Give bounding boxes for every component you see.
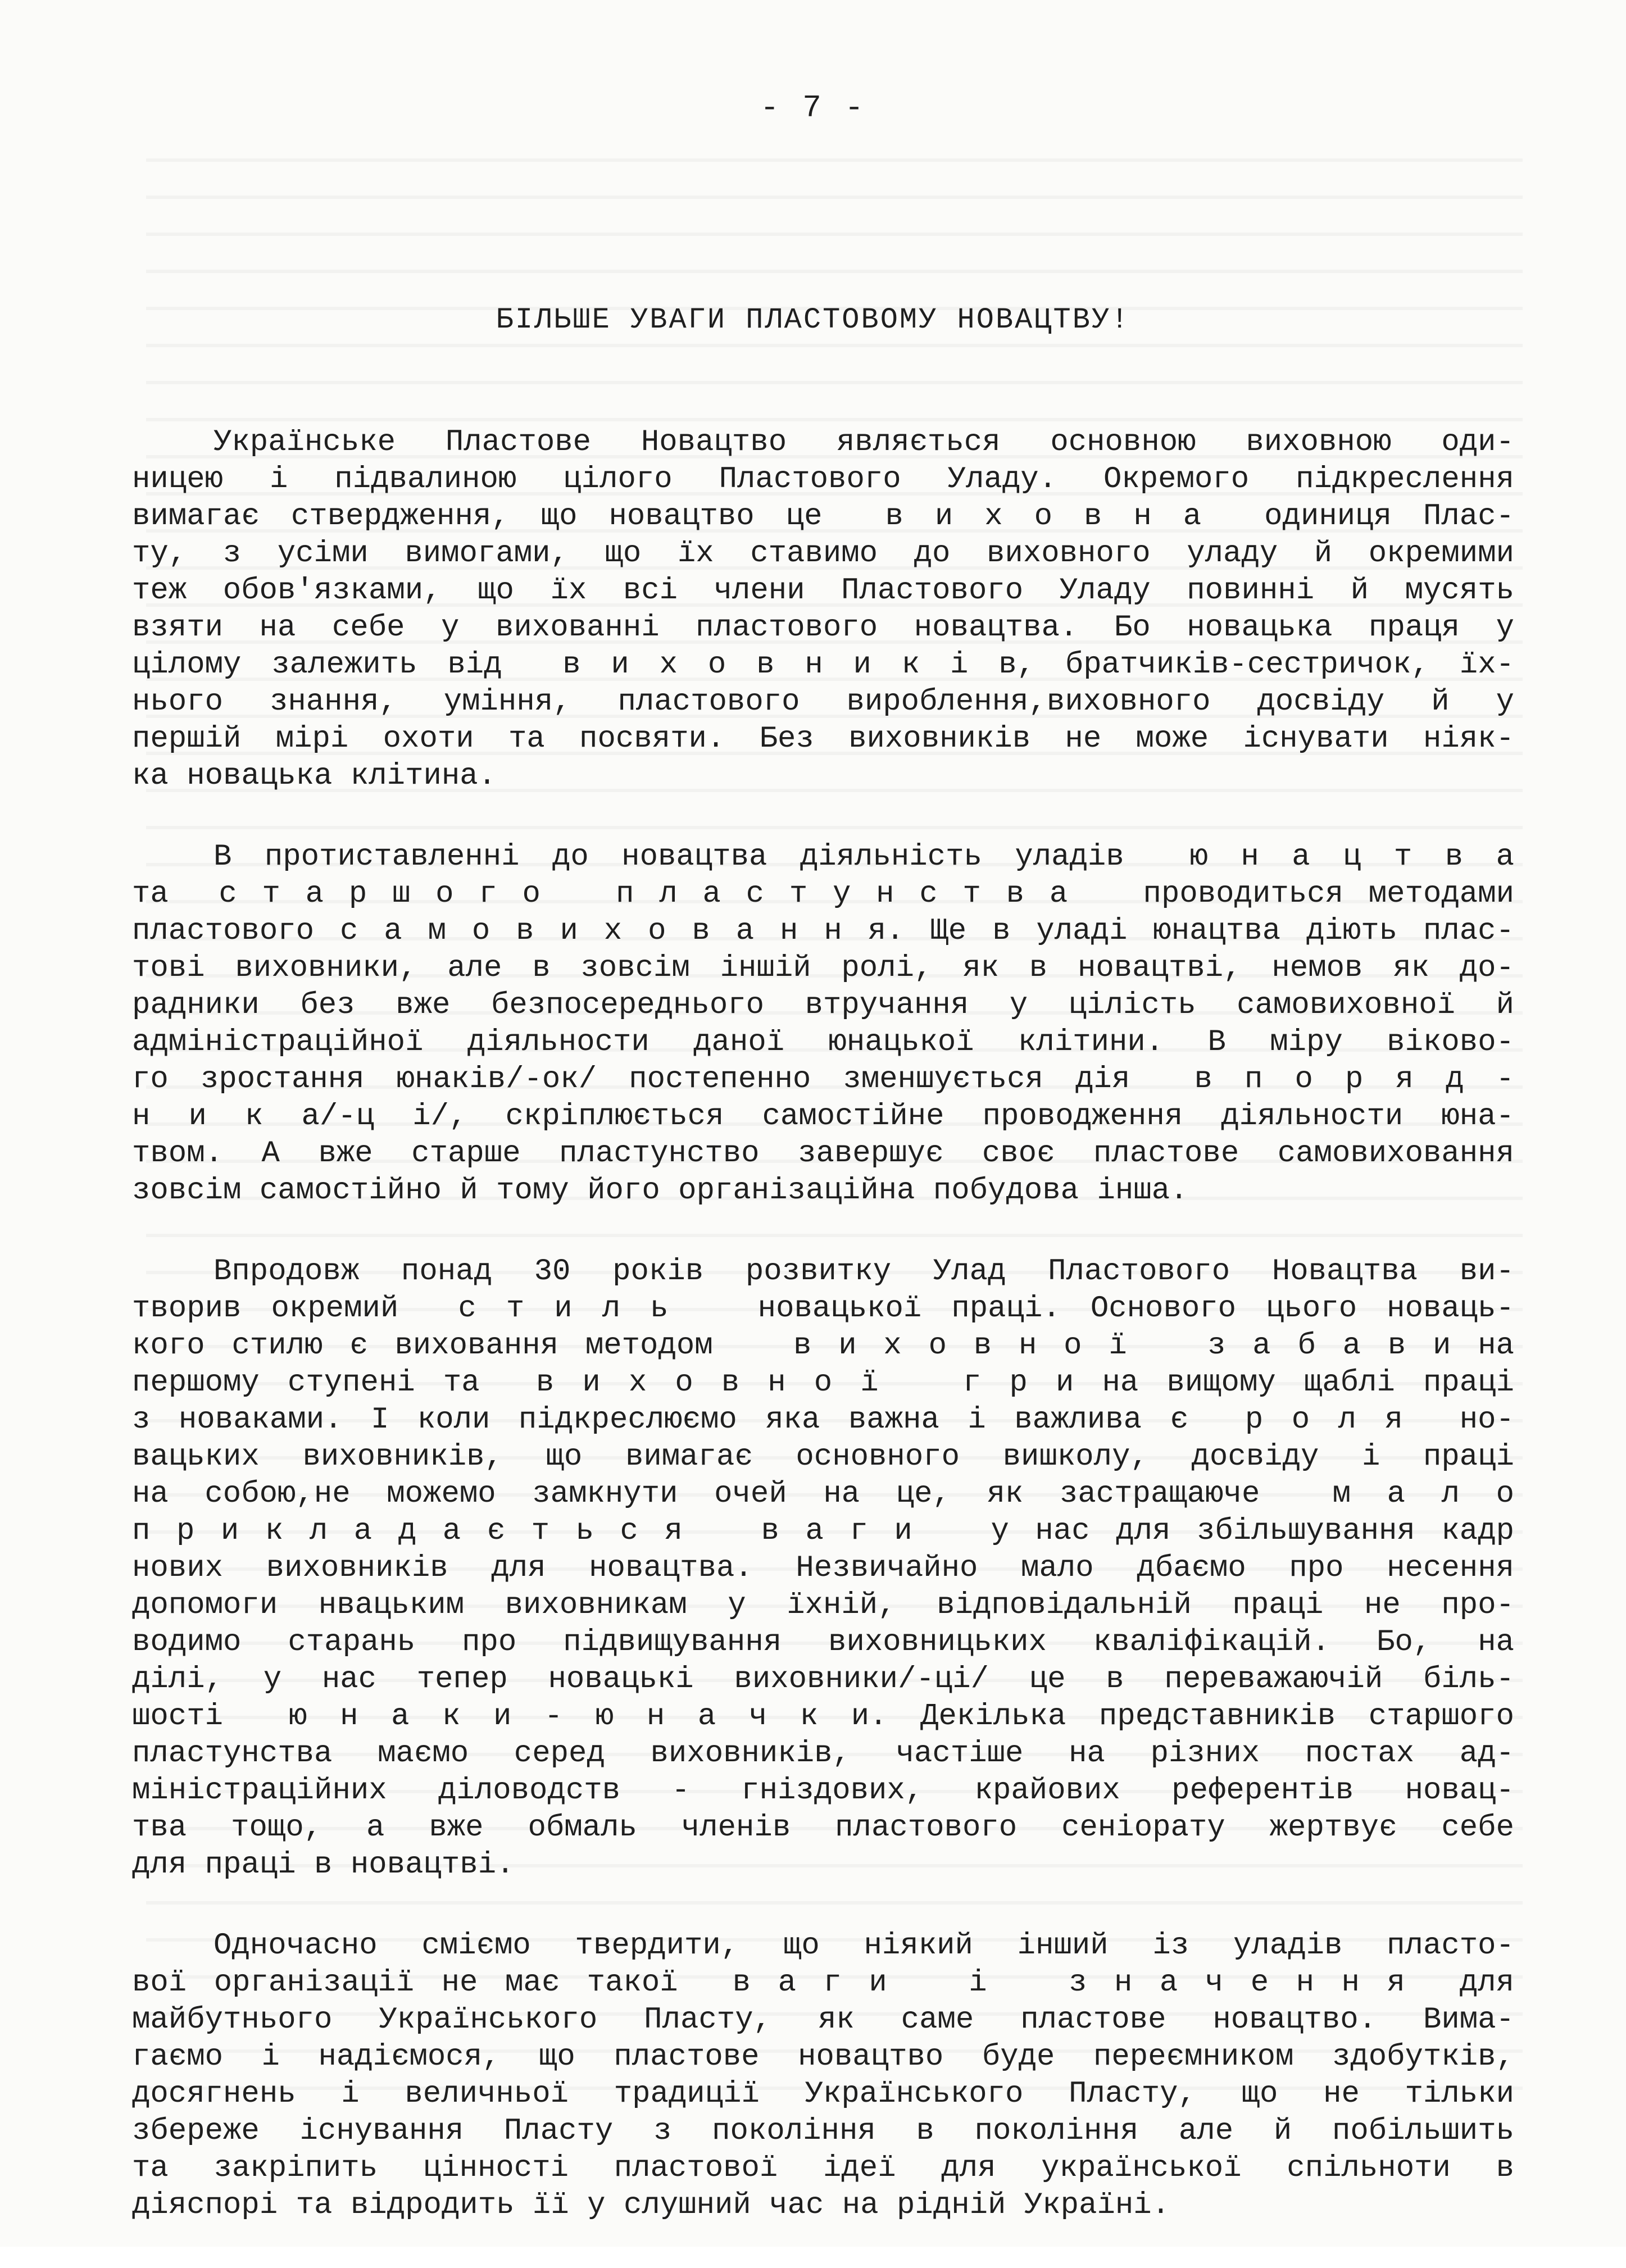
text-line: досягнень і величньої традиції Українського Пласту, що не тільки [132, 2077, 1514, 2111]
text-line: вимагає ствердження, що новацтво це в и х о в н а одиниця Плас- [132, 499, 1514, 534]
text-line: на собою,не можемо замкнути очей на це, як застращаюче м а л о [132, 1477, 1514, 1511]
text-line: взяти на себе у вихованні пластового новацтва. Бо новацька праця у [132, 611, 1514, 645]
text-line: п р и к л а д а є т ь с я в а г и у нас для збільшування кадр [132, 1514, 1514, 1548]
text-line: ницею і підвалиною цілого Пластового Уладу. Окремого підкреслення [132, 462, 1514, 497]
text-line: діяспорі та відродить її у слушний час на рідній Україні. [132, 2188, 1170, 2222]
text-line: для праці в новацтві. [132, 1848, 515, 1882]
text-line: гаємо і надіємося, що пластове новацтво буде переємником здобутків, [132, 2040, 1514, 2074]
text-line: з новаками. І коли підкреслюємо яка важна і важлива є р о л я но- [132, 1403, 1514, 1437]
paragraph-2 [132, 839, 1514, 1210]
paragraph-4 [132, 1928, 1514, 2224]
text-line: н и к а/-ц і/, скріплюється самостійне проводження діяльности юна- [132, 1099, 1514, 1134]
paragraph-3 [132, 1253, 1514, 1884]
text-line: збереже існування Пласту з покоління в покоління але й побільшить [132, 2114, 1514, 2148]
text-line: ту, з усіми вимогами, що їх ставимо до виховного уладу й окремими [132, 537, 1514, 571]
text-line: нього знання, уміння, пластового вироблення,виховного досвіду й у [132, 685, 1514, 719]
text-line: твом. А вже старше пластунство завершує своє пластове самовиховання [132, 1137, 1514, 1171]
text-line: ділі, у нас тепер новацькі виховники/-ці/ це в переважаючій біль- [132, 1662, 1514, 1697]
text-line: пластового с а м о в и х о в а н н я. Ще в уладі юнацтва діють плас- [132, 914, 1514, 948]
text-line: майбутнього Українського Пласту, як саме пластове новацтво. Вима- [132, 2003, 1514, 2037]
article-title: БІЛЬШЕ УВАГИ ПЛАСТОВОМУ НОВАЦТВУ! [496, 303, 1130, 337]
text-line: першому ступені та в и х о в н о ї г р и на вищому щаблі праці [132, 1366, 1514, 1400]
article-body [132, 424, 1514, 2268]
text-line: нових виховників для новацтва. Незвичайно мало дбаємо про несення [132, 1551, 1514, 1585]
text-line: адміністраційної діяльности даної юнацької клітини. В міру віково- [132, 1025, 1514, 1060]
text-line: тові виховники, але в зовсім іншій ролі, як в новацтві, немов як до- [132, 951, 1514, 985]
text-line: В протиставленні до новацтва діяльність уладів ю н а ц т в а [214, 840, 1514, 874]
text-line: вої організації не має такої в а г и і з н а ч е н н я для [132, 1966, 1514, 2000]
text-line: го зростання юнаків/-ок/ постепенно зменшується дія в п о р я д - [132, 1062, 1514, 1097]
text-line: ка новацька клітина. [132, 759, 497, 793]
text-line: водимо старань про підвищування виховницьких кваліфікацій. Бо, на [132, 1625, 1514, 1660]
text-line: творив окремий с т и л ь новацької праці. Основого цього новаць- [132, 1292, 1514, 1326]
paragraph-1 [132, 424, 1514, 795]
text-line: пластунства маємо серед виховників, частіше на різних постах ад- [132, 1737, 1514, 1771]
text-line: міністраційних діловодств - гніздових, крайових референтів новац- [132, 1774, 1514, 1808]
text-line: кого стилю є виховання методом в и х о в н о ї з а б а в и на [132, 1329, 1514, 1363]
text-line: Українське Пластове Новацтво являється основною виховною оди- [214, 425, 1514, 460]
text-line: цілому залежить від в и х о в н и к і в, братчиків-сестричок, їх- [132, 648, 1514, 682]
text-line: першій мірі охоти та посвяти. Без виховників не може існувати ніяк- [132, 722, 1514, 756]
text-line: теж обов'язками, що їх всі члени Пластового Уладу повинні й мусять [132, 574, 1514, 608]
text-line: та закріпить цінності пластової ідеї для української спільноти в [132, 2151, 1514, 2185]
text-line: та с т а р ш о г о п л а с т у н с т в а проводиться методами [132, 877, 1514, 911]
text-line: Впродовж понад 30 років розвитку Улад Пластового Новацтва ви- [214, 1255, 1514, 1289]
text-line: вацьких виховників, що вимагає основного вишколу, досвіду і праці [132, 1440, 1514, 1474]
text-line: шості ю н а к и - ю н а ч к и. Декілька представників старшого [132, 1699, 1514, 1734]
text-line: Одночасно сміємо твердити, що ніякий інший із уладів пласто- [214, 1929, 1514, 1963]
text-line: допомоги нвацьким виховникам у їхній, відповідальній праці не про- [132, 1588, 1514, 1622]
page-number: - 7 - [760, 90, 866, 126]
text-line: радники без вже безпосереднього втручання у цілість самовиховної й [132, 988, 1514, 1022]
text-line: зовсім самостійно й тому його організаційна побудова інша. [132, 1174, 1188, 1208]
text-line: тва тощо, а вже обмаль членів пластового сеніорату жертвує себе [132, 1811, 1514, 1845]
